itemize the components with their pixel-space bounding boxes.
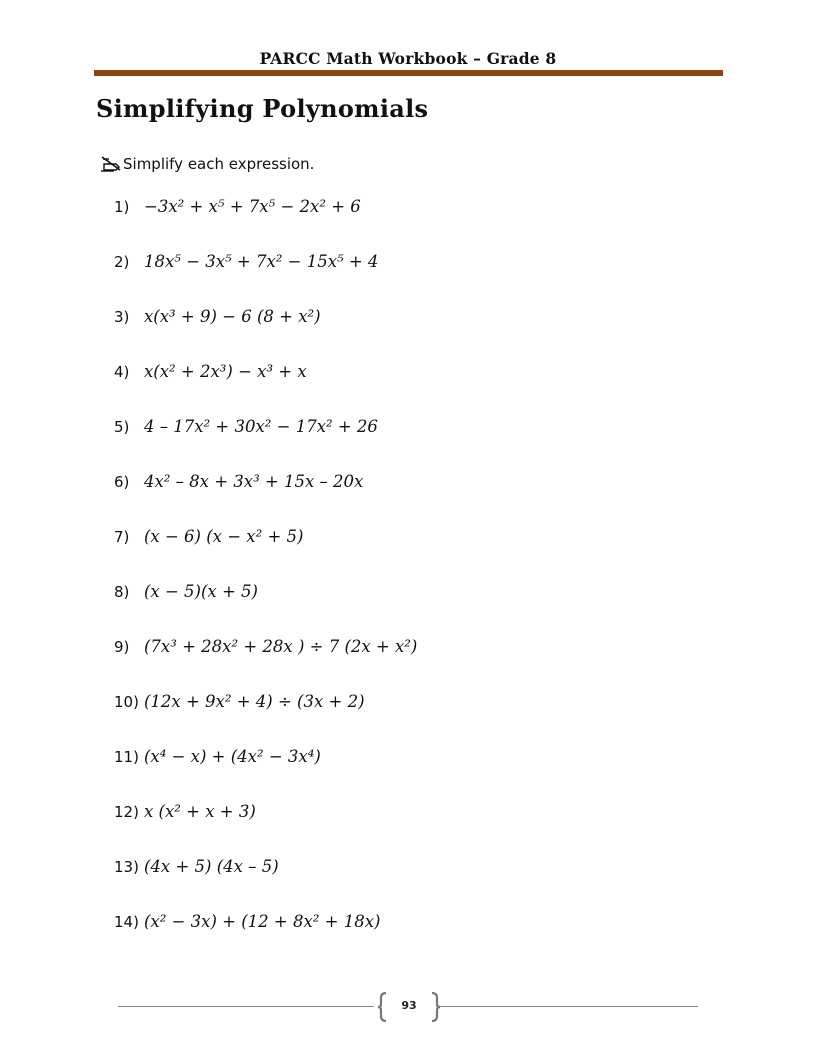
problem-item: [114, 692, 365, 711]
problem-item: [114, 802, 256, 821]
problem-expression: −3x² + x⁵ + 7x⁵ − 2x² + 6: [144, 197, 361, 216]
problem-number: 5): [114, 418, 130, 436]
problem-expression: 4 – 17x² + 30x² − 17x² + 26: [144, 417, 378, 436]
problem-expression: (x − 5)(x + 5): [144, 582, 258, 601]
problem-number: 4): [114, 363, 130, 381]
problem-expression: x (x² + x + 3): [144, 802, 256, 821]
problem-expression: x(x² + 2x³) − x³ + x: [144, 362, 307, 381]
problem-expression: 4x² – 8x + 3x³ + 15x – 20x: [144, 472, 364, 491]
problem-item: [114, 637, 417, 656]
problem-expression: (7x³ + 28x² + 28x ) ÷ 7 (2x + x²): [144, 637, 418, 656]
instruction-row: [100, 155, 314, 173]
workbook-header-title: PARCC Math Workbook – Grade 8: [259, 49, 557, 68]
problem-number: 7): [114, 528, 130, 546]
problem-number: 1): [114, 198, 130, 216]
problem-number: 10): [114, 693, 139, 711]
problem-item: [114, 857, 279, 876]
problem-expression: 18x⁵ − 3x⁵ + 7x² − 15x⁵ + 4: [144, 252, 379, 271]
footer-rule-right: [440, 1006, 698, 1007]
problem-expression: (x² − 3x) + (12 + 8x² + 18x): [144, 912, 381, 931]
footer-rule-left: [118, 1006, 374, 1007]
problem-item: [114, 252, 378, 271]
problem-item: [114, 307, 321, 326]
page-number: 93: [401, 999, 417, 1012]
page-number-badge: [378, 992, 440, 1022]
problem-item: [114, 362, 307, 381]
problem-number: 8): [114, 583, 130, 601]
problem-number: 12): [114, 803, 139, 821]
problem-number: 6): [114, 473, 130, 491]
problem-expression: x(x³ + 9) − 6 (8 + x²): [144, 307, 321, 326]
problem-expression: (4x + 5) (4x – 5): [144, 857, 279, 876]
page-title: Simplifying Polynomials: [96, 94, 429, 123]
problem-item: [114, 527, 303, 546]
problem-item: [114, 417, 378, 436]
problem-item: [114, 472, 363, 491]
problem-item: [114, 582, 258, 601]
problem-item: [114, 912, 380, 931]
problem-number: 11): [114, 748, 139, 766]
problem-expression: (x − 6) (x − x² + 5): [144, 527, 304, 546]
problem-expression: (x⁴ − x) + (4x² − 3x⁴): [144, 747, 321, 766]
header-divider: [94, 70, 723, 76]
pencil-ruler-icon: [100, 155, 123, 173]
problem-number: 9): [114, 638, 130, 656]
problem-number: 13): [114, 858, 139, 876]
instruction-text: Simplify each expression.: [123, 155, 315, 173]
problem-item: [114, 747, 321, 766]
problem-item: [114, 197, 361, 216]
problem-number: 2): [114, 253, 130, 271]
problem-expression: (12x + 9x² + 4) ÷ (3x + 2): [144, 692, 365, 711]
problem-number: 3): [114, 308, 130, 326]
problem-number: 14): [114, 913, 139, 931]
